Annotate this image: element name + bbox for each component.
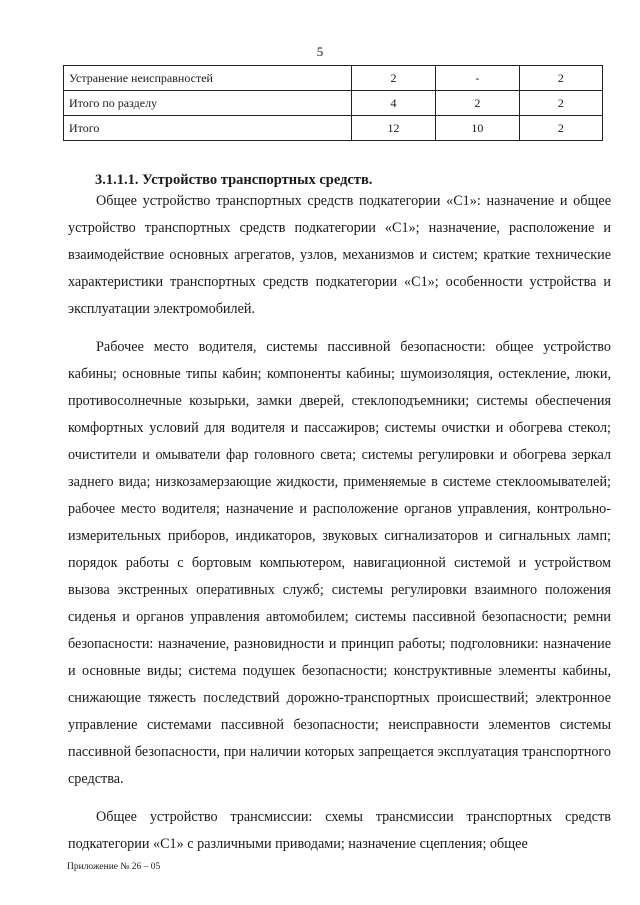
- table-cell-label: Устранение неисправностей: [64, 66, 352, 91]
- paragraph: Рабочее место водителя, системы пассивной безопасности: общее устройство кабины; основные типы кабин; компоненты кабины; шумоизоляция, остекление, люки, противосолнечные козырьки, замки дверей, стеклоподъемники; системы обеспечения комфортных условий для водителя и пассажиров; системы очистки и обогрева стекол; очистители и омыватели фар головного света; системы регулировки и обогрева зеркал заднего вида; низкозамерзающие жидкости, применяемые в системе стеклоомывателей; рабочее место водителя; назначение и расположение органов управления, контрольно-измерительных приборов, индикаторов, звуковых сигнализаторов и сигнальных ламп; порядок работы с бортовым компьютером, навигационной системой и устройством вызова экстренных оперативных служб; системы регулировки взаимного положения сиденья и органов управления автомобилем; системы пассивной безопасности; ремни безопасности: назначение, разновидности и принцип работы; подголовники: назначение и основные виды; система подушек безопасности; конструктивные элементы кабины, снижающие тяжесть последствий дорожно-транспортных происшествий; электронное управление системами пассивной безопасности; неисправности элементов системы пассивной безопасности, при наличии которых запрещается эксплуатация транспортного средства.: [68, 339, 611, 787]
- paragraph: Общее устройство трансмиссии: схемы трансмиссии транспортных средств подкатегории «С1» с различными приводами; назначение сцепления; общее: [68, 809, 611, 852]
- table-cell: -: [435, 66, 519, 91]
- table-cell-label: Итого: [64, 116, 352, 141]
- table-cell: 2: [435, 91, 519, 116]
- section-body: [68, 188, 611, 869]
- section-heading: 3.1.1.1. Устройство транспортных средств.: [95, 172, 373, 188]
- footer-note: Приложение № 26 – 05: [67, 862, 161, 872]
- table-cell: 2: [352, 66, 436, 91]
- table-cell: 12: [352, 116, 436, 141]
- table-cell: 2: [519, 66, 602, 91]
- table-cell-label: Итого по разделу: [64, 91, 352, 116]
- table-cell: 2: [519, 116, 602, 141]
- table-row: [64, 91, 603, 116]
- table-cell: 2: [519, 91, 602, 116]
- table-cell: 4: [352, 91, 436, 116]
- page-number: 5: [316, 44, 324, 59]
- table-row: [64, 66, 603, 91]
- paragraph: Общее устройство транспортных средств подкатегории «С1»: назначение и общее устройство транспортных средств подкатегории «С1»; назначение, расположение и взаимодействие основных агрегатов, узлов, механизмов и систем; краткие технические характеристики транспортных средств подкатегории «С1»; особенности устройства и эксплуатации электромобилей.: [68, 193, 611, 317]
- table-cell: 10: [435, 116, 519, 141]
- hours-table: [63, 65, 603, 141]
- table-row: [64, 116, 603, 141]
